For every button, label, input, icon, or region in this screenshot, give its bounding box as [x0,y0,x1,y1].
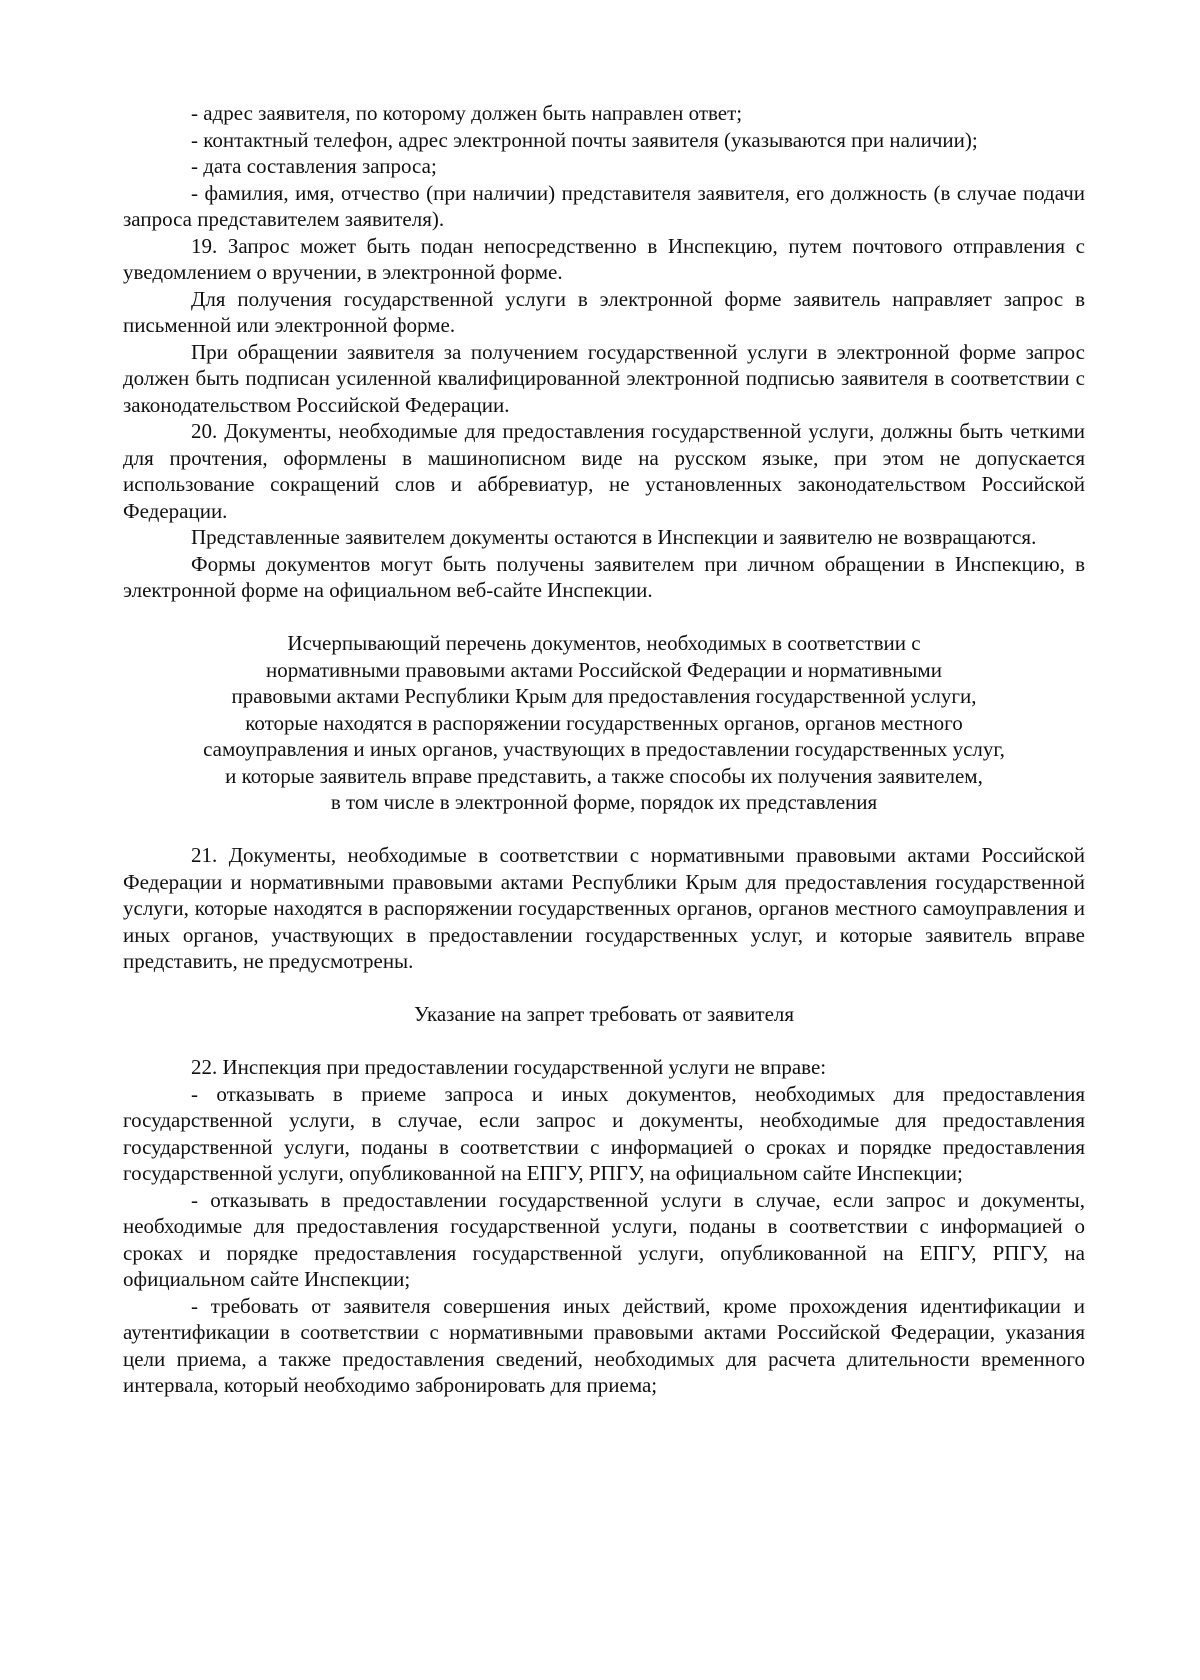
paragraph-19: 19. Запрос может быть подан непосредственно в Инспекцию, путем почтового отправления с уведомлением о вручении, в электронной форме. [123,233,1085,284]
paragraph-request-date: - дата составления запроса; [191,154,437,178]
section-heading-prohibition: Указание на запрет требовать от заявителя [413,1002,795,1026]
paragraph-no-refusal-service: - отказывать в предоставлении государственной услуги в случае, если запрос и документы, необходимые для предоставления государственной услуги, поданы в соответствии с информацией о сроках и порядке предоставления государственной услуги, опубликованной на ЕПГУ, РПГУ, на официальном сайте Инспекции; [123,1187,1085,1291]
section-heading-document-list [123,630,1085,816]
document-page [123,100,1085,1399]
paragraph-document-forms: Формы документов могут быть получены заявителем при личном обращении в Инспекцию, в электронной форме на официальном веб-сайте Инспекции. [123,551,1085,602]
spacer [123,975,1085,1002]
paragraph-no-extra-actions: - требовать от заявителя совершения иных действий, кроме прохождения идентификации и аутентификации в соответствии с нормативными правовыми актами Российской Федерации, указания цели приема, а также предоставления сведений, необходимых для расчета длительности временного интервала, который необходимо забронировать для приема; [123,1293,1085,1397]
paragraph-qualified-signature: При обращении заявителя за получением государственной услуги в электронной форме запрос должен быть подписан усиленной квалифицированной электронной подписью заявителя в соответствии с законодательством Российской Федерации. [123,339,1085,417]
heading-line: самоуправления и иных органов, участвующих в предоставлении государственных услуг, [203,737,1005,761]
paragraph-20: 20. Документы, необходимые для предоставления государственной услуги, должны быть четкими для прочтения, оформлены в машинописном виде на русском языке, при этом не допускается использование сокращений слов и аббревиатур, не установленных законодательством Российской Федерации. [123,419,1085,523]
paragraph-22: 22. Инспекция при предоставлении государственной услуги не вправе: [191,1055,827,1079]
heading-line: правовыми актами Республики Крым для предоставления государственной услуги, [231,684,977,708]
paragraph-applicant-address: - адрес заявителя, по которому должен быть направлен ответ; [191,101,743,125]
spacer [123,604,1085,631]
paragraph-contact-phone: - контактный телефон, адрес электронной почты заявителя (указываются при наличии); [191,127,978,152]
paragraph-21: 21. Документы, необходимые в соответствии с нормативными правовыми актами Российской Федерации и нормативными правовыми актами Республики Крым для предоставления государственной услуги, которые находятся в распоряжении государственных органов, органов местного самоуправления и иных органов, участвующих в предоставлении государственных услуг, и которые заявитель вправе представить, не предусмотрены. [123,843,1085,973]
spacer [123,816,1085,843]
paragraph-documents-not-returned: Представленные заявителем документы остаются в Инспекции и заявителю не возвращаются. [191,525,1037,549]
heading-line: Исчерпывающий перечень документов, необходимых в соответствии с [287,631,921,655]
heading-line: которые находятся в распоряжении государственных органов, органов местного [245,710,963,735]
paragraph-electronic-request: Для получения государственной услуги в электронной форме заявитель направляет запрос в письменной или электронной форме. [123,286,1085,337]
heading-line: нормативными правовыми актами Российской Федерации и нормативными [266,657,942,682]
paragraph-no-refusal-acceptance: - отказывать в приеме запроса и иных документов, необходимых для предоставления государственной услуги, в случае, если запрос и документы, необходимые для предоставления государственной услуги, поданы в соответствии с информацией о сроках и порядке предоставления государственной услуги, опубликованной на ЕПГУ, РПГУ, на официальном сайте Инспекции; [123,1081,1085,1185]
paragraph-representative-name: - фамилия, имя, отчество (при наличии) представителя заявителя, его должность (в случае подачи запроса представителем заявителя). [123,180,1085,231]
heading-line: и которые заявитель вправе представить, а также способы их получения заявителем, [225,763,983,788]
heading-line: в том числе в электронной форме, порядок их представления [330,790,878,814]
spacer [123,1028,1085,1055]
